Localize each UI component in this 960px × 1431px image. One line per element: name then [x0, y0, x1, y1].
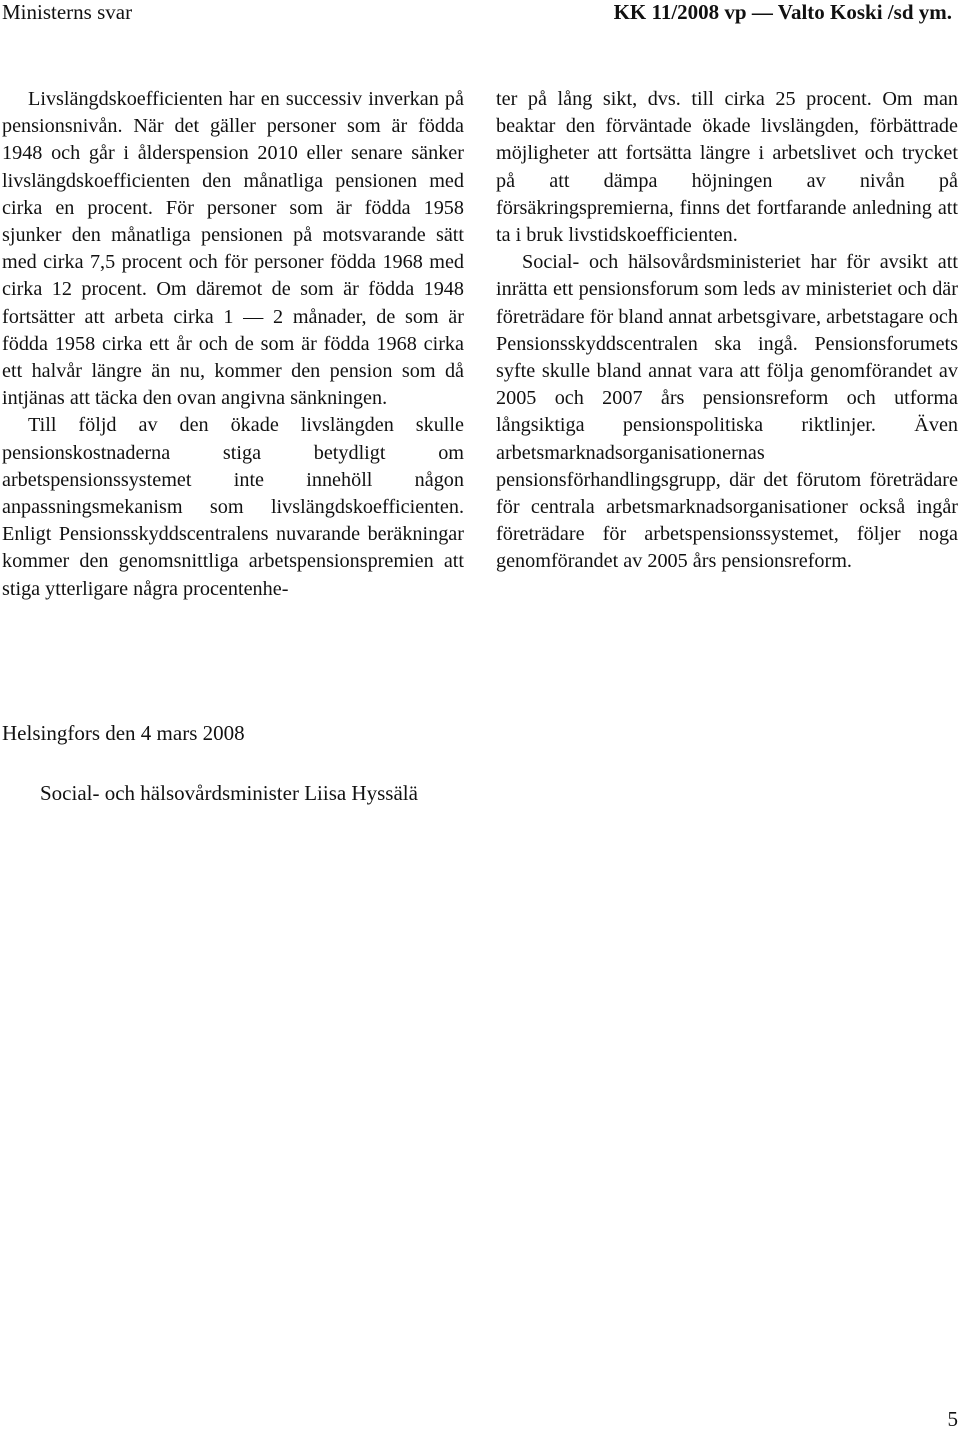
page-number: 5	[947, 1407, 958, 1431]
header-section-title: Ministerns svar	[2, 0, 133, 24]
paragraph-life-expectancy-coefficient: Livslängdskoefficienten har en successiv inverkan på pensionsnivån. När det gäller personer som är födda 1948 och går i ålderspension 2010 eller senare sänker livslängdskoefficienten den månatliga pensionen med cirka en procent. För personer som är födda 1958 sjunker den månatliga pensionen på motsvarande sätt med cirka 7,5 procent och för personer födda 1968 med cirka 12 procent. Om däremot de som är födda 1948 fortsätter att arbeta cirka 1 — 2 månader, de som är födda 1958 cirka ett år och de som är födda 1968 cirka ett halvår längre än nu, kommer den pension som då intjänas att täcka den ovan angivna sänkningen.	[2, 88, 464, 410]
right-text-column	[496, 86, 958, 576]
left-text-column	[2, 86, 464, 603]
place-and-date: Helsingfors den 4 mars 2008	[2, 721, 245, 745]
minister-signature-line: Social- och hälsovårdsminister Liisa Hyssälä	[40, 781, 418, 805]
paragraph-pension-costs-continued: ter på lång sikt, dvs. till cirka 25 procent. Om man beaktar den förväntade ökade livslängden, förbättrade möjligheter att fortsätta längre i arbetslivet och trycket på att dämpa höjningen av nivån på försäkringspremierna, finns det fortfarande anledning att ta i bruk livstidskoefficienten.	[496, 88, 958, 247]
header-document-reference: KK 11/2008 vp — Valto Koski /sd ym.	[613, 0, 952, 24]
paragraph-pension-costs: Till följd av den ökade livslängden skulle pensionskostnaderna stiga betydligt om arbetspensionssystemet inte innehöll någon anpassningsmekanism som livslängdskoefficienten. Enligt Pensionsskyddscentralens nuvarande beräkningar kommer den genomsnittliga arbetspensionspremien att stiga ytterligare några procentenhe-	[2, 414, 464, 600]
paragraph-pension-forum: Social- och hälsovårdsministeriet har för avsikt att inrätta ett pensionsforum som leds av ministeriet och där företrädare för bland annat arbetsgivare, arbetstagare och Pensionsskyddscentralen ska ingå. Pensionsforumets syfte skulle bland annat vara att följa genomförandet av 2005 och 2007 års pensionsreform och utforma långsiktiga pensionspolitiska riktlinjer. Även arbetsmarknadsorganisationernas pensionsförhandlingsgrupp, där det förutom företrädare för centrala arbetsmarknadsorganisationer också ingår företrädare för arbetspensionssystemet, följer noga genomförandet av 2005 års pensionsreform.	[496, 251, 958, 573]
